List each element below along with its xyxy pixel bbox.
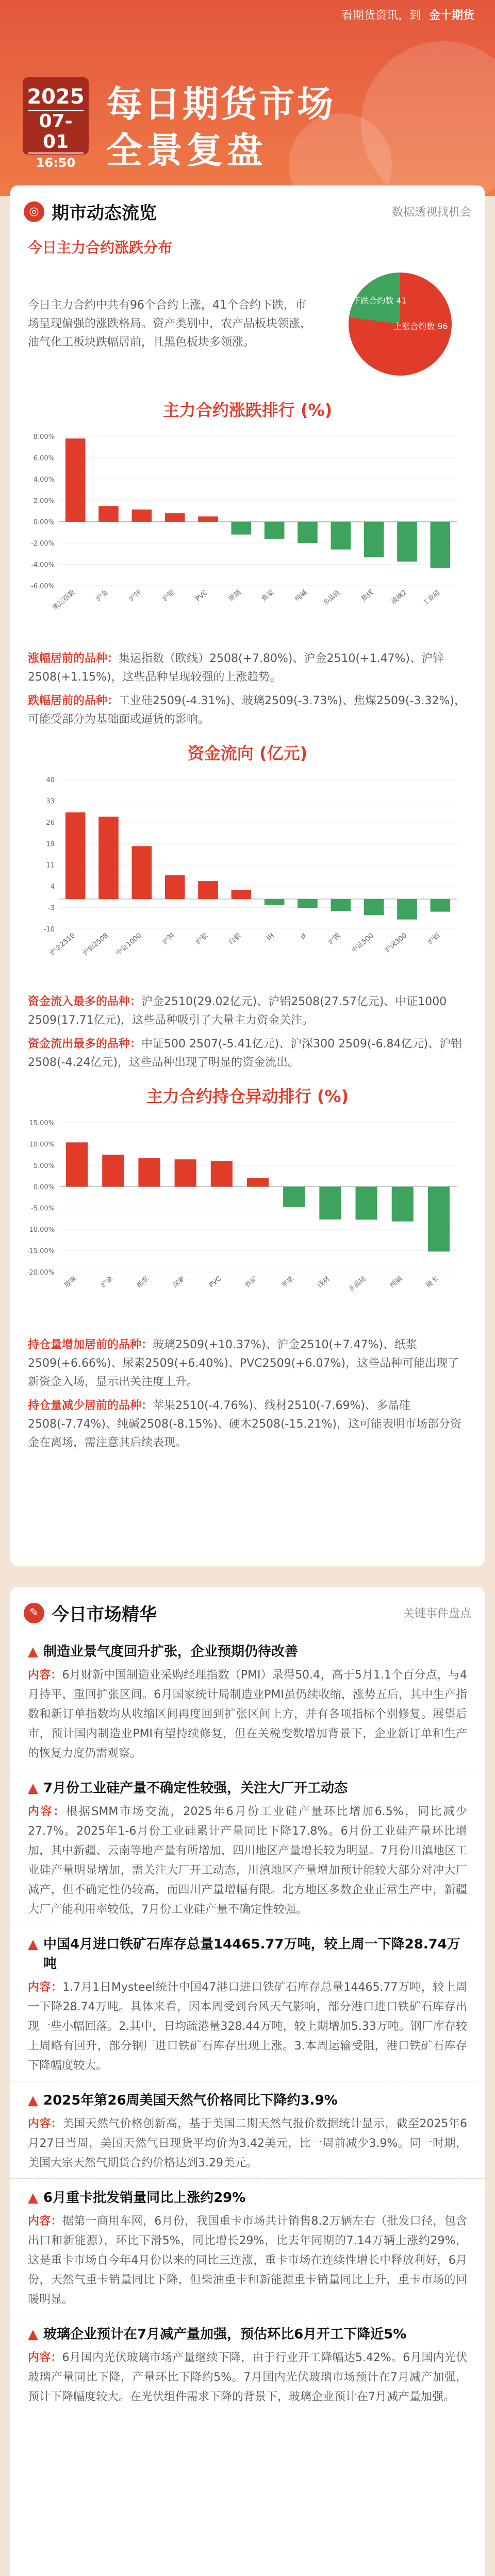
section-highlights	[10, 1587, 485, 2576]
bar	[331, 522, 351, 550]
y-tick-label: 2.00%	[33, 497, 55, 505]
change-top-text	[10, 650, 485, 687]
y-tick-label: -4.00%	[31, 561, 55, 569]
y-tick-label: -5.00%	[31, 1205, 55, 1213]
news-label: 内容：	[28, 1669, 62, 1682]
x-tick-label: 苹果	[280, 1275, 295, 1290]
bar	[364, 522, 384, 557]
x-tick-label: 沪银	[194, 931, 210, 946]
news-item[interactable]	[10, 1769, 485, 1925]
news-headline	[28, 1642, 467, 1662]
y-tick-label: 11	[46, 861, 55, 870]
news-item[interactable]	[10, 2081, 485, 2178]
news-text: 美国天然气价格创新高，基于美国二期天然气报价数据统计显示，截至2025年6月27日当周，美国天然气日现货平均价为3.42美元，比一周前减少3.9%。同一时期，美国大宗天然气期货合约价格达到3.29美元。	[28, 2117, 467, 2170]
ribbon-text: 看期货资讯，到	[341, 9, 421, 22]
y-tick-label: -10	[43, 926, 55, 934]
y-tick-label: 10.00%	[29, 1141, 55, 1149]
flow-in-text	[10, 993, 485, 1030]
x-tick-label: PVC	[207, 1275, 223, 1290]
y-tick-label: 4.00%	[33, 476, 55, 484]
y-tick-label: 19	[46, 840, 55, 849]
y-tick-label: 0.00%	[33, 1183, 55, 1192]
news-body	[28, 2212, 467, 2310]
fund-flow-chart	[28, 769, 467, 986]
x-tick-label: 纸浆	[135, 1275, 151, 1290]
x-tick-label: 沪金	[94, 588, 110, 603]
section-header	[10, 1587, 485, 1633]
bar	[397, 899, 417, 920]
bar	[65, 812, 86, 899]
y-tick-label: 8.00%	[33, 433, 55, 441]
x-tick-label: IF	[299, 931, 309, 942]
news-headline	[28, 1778, 467, 1798]
bar	[247, 1178, 269, 1187]
bar	[355, 1187, 377, 1219]
news-body	[28, 1802, 467, 1920]
news-item[interactable]	[10, 1633, 485, 1769]
x-tick-label: 焦煤	[360, 588, 375, 603]
news-item[interactable]	[10, 2178, 485, 2315]
y-tick-label: 6.00%	[33, 454, 55, 463]
x-tick-label: 沪铜	[161, 931, 176, 946]
x-tick-label: 纯碱	[293, 588, 309, 603]
bar	[431, 899, 451, 912]
fire-icon: ▲	[28, 1781, 38, 1796]
fire-icon: ▲	[28, 1644, 38, 1659]
flow-in-desc: 沪金2510(29.02亿元)、沪铝2508(27.57亿元)、中证1000 2509(17.71亿元)，这些品种吸引了大量主力资金关注。	[28, 995, 447, 1027]
fire-icon: ▲	[28, 1937, 38, 1952]
x-tick-label: 工业硅	[421, 588, 442, 608]
bar	[397, 522, 417, 562]
flow-in-label: 资金流入最多的品种：	[28, 995, 142, 1008]
bar	[364, 899, 384, 915]
pie-down-label: 下跌合约数 41	[352, 296, 407, 306]
y-tick-label: -10.00%	[28, 1226, 55, 1234]
news-body	[28, 2114, 467, 2173]
x-tick-label: 多晶硅	[347, 1275, 368, 1294]
news-text: 据第一商用车网，6月份，我国重卡市场共计销售8.2万辆左右（批发口径，包含出口和新能源），环比下滑5%，同比增长29%，比去年同期的7.14万辆上涨约29%，这是重卡市场自今年4月份以来的同比三连涨，重卡市场在连续性增长中释放利好，6月份，天然气重卡销量同比下降，但柴油重卡和新能源重卡销量同比上升，重卡市场的回暖明显。	[28, 2215, 467, 2306]
x-tick-label: 铁矿	[244, 1275, 259, 1290]
bar	[198, 516, 218, 521]
news-icon: ✎	[24, 1603, 44, 1623]
news-text: 1.7月1日Mysteel统计中国47港口进口铁矿石库存总量14465.77万吨，较上周一下降28.74万吨。具体来看，因本周受到台风天气影响，部分港口进口铁矿石库存出现一些小幅回落。2.其中，日均疏港量328.44万吨，较上期增加5.33万吨。钢厂库存较上周略有回升，部分钢厂进口铁矿石库存出现上涨。3.本周运输受阻，港口铁矿石库存下降幅度较大。	[28, 1981, 467, 2072]
x-tick-label: 玻璃	[227, 588, 243, 603]
section-title: 期市动态流览	[52, 203, 157, 224]
distribution-pie	[333, 262, 467, 386]
news-headline	[28, 2188, 467, 2208]
news-title: 2025年第26周美国天然气价格同比下降约3.9%	[43, 2093, 338, 2108]
section-header	[10, 185, 485, 231]
y-tick-label: 0.00%	[33, 518, 55, 527]
section-right-text: 数据透视找机会	[391, 206, 471, 219]
section-market-overview	[10, 185, 485, 1566]
bar	[431, 522, 451, 568]
x-tick-label: 玻璃2	[390, 588, 409, 606]
fire-icon: ▲	[28, 2093, 38, 2108]
flow-title: 资金流向 (亿元)	[187, 743, 308, 763]
news-headline	[28, 2091, 467, 2110]
news-body	[28, 1978, 467, 2076]
flow-out-text	[10, 1035, 485, 1072]
news-body	[28, 1666, 467, 1764]
bar	[298, 522, 318, 543]
pie-up-label: 上涨合约数 96	[393, 321, 448, 331]
bar	[428, 1187, 450, 1251]
x-tick-label: 纯碱	[388, 1275, 404, 1290]
header-banner	[0, 0, 495, 196]
oi-top-text	[10, 1336, 485, 1392]
news-label: 内容：	[28, 1981, 63, 1994]
x-tick-label: 多晶硅	[321, 588, 342, 608]
change-ranking-title: 主力合约涨跌排行 (%)	[162, 400, 333, 420]
bar	[138, 1158, 160, 1187]
x-tick-label: 白银	[227, 931, 243, 946]
x-tick-label: 沪铝2508	[81, 931, 110, 958]
date-year: 2025	[27, 85, 85, 109]
change-ranking-chart	[28, 426, 467, 642]
x-tick-label: 集运指数	[51, 588, 77, 612]
oi-bottom-desc: 苹果2510(-4.76%)、线材2510(-7.69%)、多晶硅2508(-7.74%)、纯碱2508(-8.15%)、硬木2508(-15.21%)，这可能表明市场部分资金在离场，需注意其后续表现。	[28, 1399, 461, 1449]
oi-top-desc: 玻璃2509(+10.37%)、沪金2510(+7.47%)、纸浆2509(+6.66%)、尿素2509(+6.40%)、PVC2509(+6.07%)，这些品种可能出现了新资金入场，显示出关注度上升。	[28, 1338, 459, 1388]
news-body	[28, 2348, 467, 2407]
oi-bottom-label: 持仓量减少居前的品种：	[28, 1399, 153, 1412]
page-title: 每日期货市场	[106, 83, 335, 125]
bar	[265, 899, 285, 905]
bar	[165, 513, 185, 522]
y-tick-label: 5.00%	[33, 1162, 55, 1170]
bar	[132, 846, 152, 899]
date-time: 16:50	[36, 156, 76, 170]
y-tick-label: -2.00%	[31, 540, 55, 548]
x-tick-label: 沪铝	[426, 931, 442, 946]
y-tick-label: -20.00%	[28, 1269, 55, 1277]
x-tick-label: IH	[265, 931, 276, 942]
x-tick-label: 沪镍	[326, 931, 342, 946]
brand-name[interactable]: 金十期货	[428, 9, 474, 22]
bar	[232, 890, 252, 899]
x-tick-label: 尿素	[171, 1275, 187, 1290]
news-text: 根据SMM市场交流，2025年6月份工业硅产量环比增加6.5%，同比减少27.7%。2025年1-6月份工业硅累计产量同比下降17.8%。6月份工业硅产量环比增加，其中新疆、云南等地产量有所增加，四川地区产量增长较为明显。7月份川滇地区工业硅产量明显增加，需关注大厂开工动态，川滇地区产量增加预计能较大部分对冲大厂减产，但不确定性仍较高，而四川产量增幅有限。北方地区多数企业正常生产中，新疆大厂产能利用率较低，7月份工业硅产量不确定性较强。	[28, 1805, 467, 1916]
news-item[interactable]	[10, 1925, 485, 2081]
y-tick-label: 15.00%	[29, 1120, 55, 1127]
bar	[165, 875, 185, 899]
section-title: 今日市场精华	[52, 1604, 157, 1625]
change-bottom-text	[10, 692, 485, 729]
bar	[98, 817, 119, 899]
x-tick-label: 中证500	[350, 931, 375, 955]
y-tick-label: 4	[50, 883, 55, 891]
x-tick-label: PVC	[194, 588, 210, 603]
bar	[98, 506, 119, 521]
date-month-day: 07-01	[28, 110, 84, 154]
bar	[65, 438, 86, 522]
news-title: 6月重卡批发销量同比上涨约29%	[43, 2190, 246, 2206]
page-subtitle: 全景复盘	[106, 129, 267, 172]
bar	[132, 510, 152, 522]
x-tick-label: 沪金2510	[48, 931, 77, 958]
header-ribbon	[321, 0, 495, 29]
fire-icon: ▲	[28, 2327, 38, 2342]
news-item[interactable]	[10, 2315, 485, 2412]
date-box	[23, 77, 89, 170]
y-tick-label: 33	[46, 798, 55, 806]
news-title: 玻璃企业预计在7月减产量加强，预估环比6月开工下降近5%	[43, 2327, 407, 2342]
news-text: 6月国内光伏玻璃市场产量继续下降，由于行业开工降幅达5.42%。6月国内光伏玻璃产量同比下降，产量环比下降约5%。7月国内光伏玻璃市场预计在7月减产加强，预计下降幅度较大。在光伏组件需求下降的背景下，玻璃企业预计在7月减产量加强。	[28, 2351, 467, 2403]
news-label: 内容：	[28, 1805, 67, 1818]
x-tick-label: 焦炭	[260, 588, 276, 603]
y-tick-label: -15.00%	[28, 1247, 55, 1256]
x-tick-label: 玻璃	[63, 1275, 78, 1290]
news-title: 中国4月进口铁矿石库存总量14465.77万吨，较上周一下降28.74万吨	[43, 1937, 460, 1972]
x-tick-label: 沪金	[99, 1275, 114, 1290]
change-top-label: 涨幅居前的品种：	[28, 652, 119, 665]
x-tick-label: 沪锌	[127, 588, 143, 603]
news-headline	[28, 1935, 467, 1974]
bar	[66, 1142, 88, 1187]
x-tick-label: 线材	[316, 1275, 332, 1290]
bar	[283, 1187, 305, 1207]
bar	[319, 1187, 341, 1219]
y-tick-label: 40	[46, 776, 55, 784]
news-label: 内容：	[28, 2215, 62, 2228]
y-tick-label: -6.00%	[31, 583, 55, 590]
oi-bottom-text	[10, 1397, 485, 1452]
x-tick-label: 沪银	[161, 588, 176, 603]
bar	[198, 881, 218, 899]
news-title: 制造业景气度回升扩张，企业预期仍待改善	[43, 1644, 299, 1659]
news-label: 内容：	[28, 2117, 62, 2130]
change-bottom-label: 跌幅居前的品种：	[28, 694, 119, 707]
bar	[331, 899, 351, 911]
oi-title: 主力合约持仓异动排行 (%)	[146, 1087, 349, 1106]
distribution-title: 今日主力合约涨跌分布	[28, 239, 173, 256]
oi-top-label: 持仓量增加居前的品种：	[28, 1338, 153, 1351]
news-headline	[28, 2325, 467, 2344]
news-title: 7月份工业硅产量不确定性较强，关注大厂开工动态	[43, 1781, 348, 1796]
open-interest-chart	[28, 1112, 467, 1329]
news-list	[10, 1633, 485, 2412]
flow-out-desc: 中证500 2507(-5.41亿元)、沪深300 2509(-6.84亿元)、沪铝2508(-4.24亿元)，这些品种出现了明显的资金流出。	[28, 1038, 463, 1069]
change-bottom-desc: 工业硅2509(-4.31%)、玻璃2509(-3.73%)、焦煤2509(-3.32%)，可能受部分为基础面或逼货的影响。	[28, 694, 466, 726]
bar	[211, 1161, 233, 1187]
y-tick-label: 26	[46, 819, 55, 827]
bar	[392, 1187, 414, 1222]
change-top-desc: 集运指数（欧线）2508(+7.80%)、沪金2510(+1.47%)、沪锌2508(+1.15%)，这些品种呈现较强的上涨趋势。	[28, 652, 444, 684]
x-tick-label: 沪深300	[383, 931, 409, 955]
news-text: 6月财新中国制造业采购经理指数（PMI）录得50.4，高于5月1.1个百分点，与4月持平，重回扩张区间。6月国家统计局制造业PMI虽仍续收缩，涨势五后，其中生产指数和新订单指数均从收缩区间再度回到扩张区间上方，并有各项指标个别修复。展望后市，预计国内制造业PMI有望持续修复，但在关税变数增加背景下，企业新订单和生产的恢复力度仍需观察。	[28, 1669, 467, 1760]
bar	[265, 522, 285, 539]
bar	[298, 899, 318, 908]
x-tick-label: 硬木	[424, 1275, 440, 1290]
bar	[102, 1155, 124, 1187]
news-label: 内容：	[28, 2351, 62, 2364]
bar	[232, 522, 252, 535]
x-tick-label: 中证1000	[114, 931, 143, 958]
fire-icon: ▲	[28, 2190, 38, 2206]
distribution-text: 今日主力合约中共有96个合约上涨，41个合约下跌，市场呈现偏强的涨跌格局。资产类别中，农产品板块领涨，油气化工板块跌幅居前，且黑色板块多领涨。	[28, 299, 312, 349]
section-right-text: 关键事件盘点	[403, 1607, 471, 1620]
chart-icon: ◎	[24, 201, 44, 222]
y-tick-label: -3	[48, 904, 55, 912]
flow-out-label: 资金流出最多的品种：	[28, 1038, 142, 1050]
bar	[175, 1159, 196, 1187]
